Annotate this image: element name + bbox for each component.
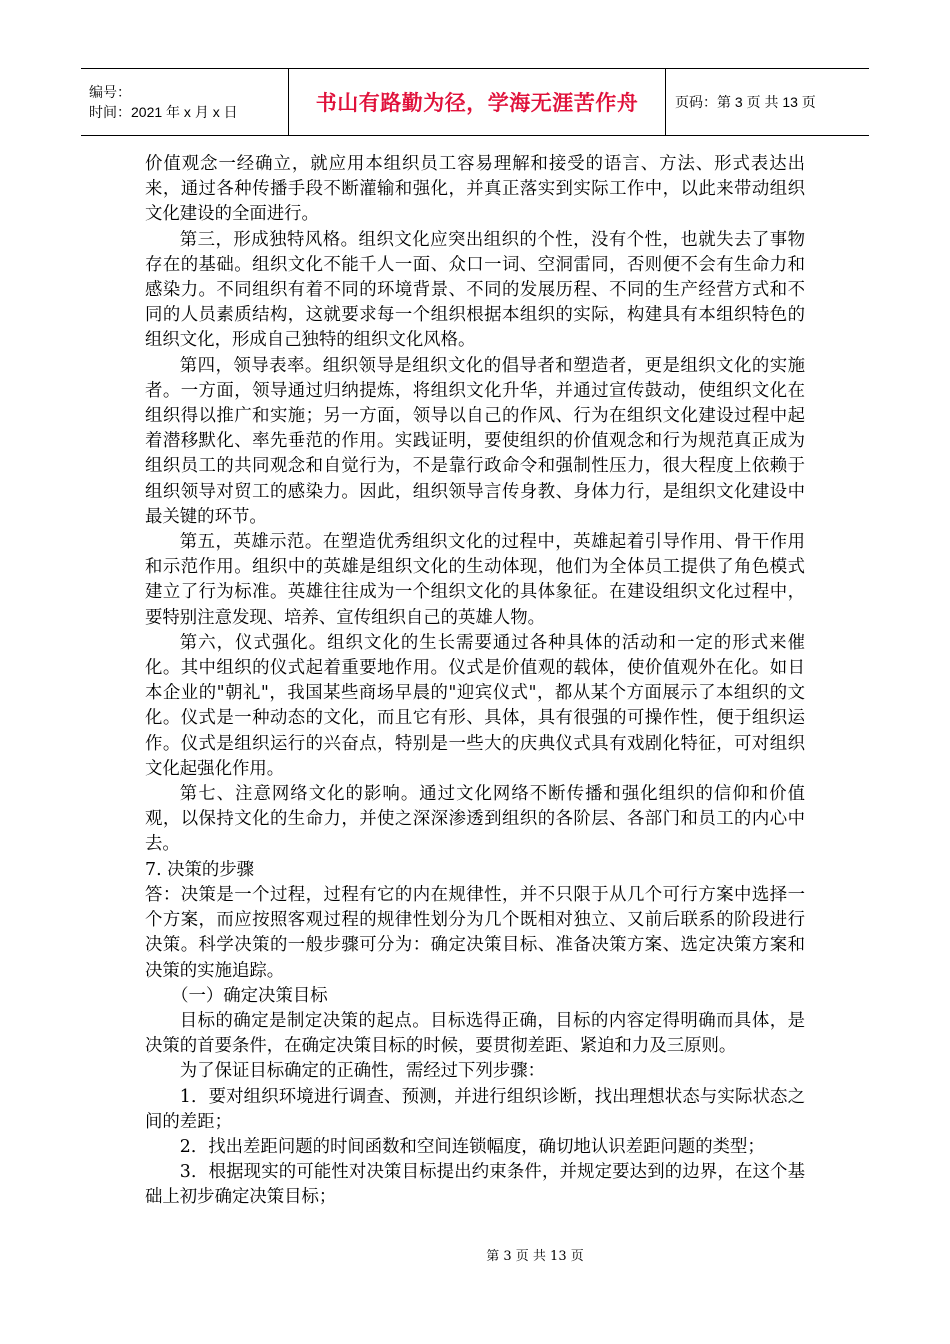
header-motto-cell (289, 69, 666, 136)
document-header (81, 68, 869, 136)
paragraph: 第三，形成独特风格。组织文化应突出组织的个性，没有个性，也就失去了事物存在的基础。组织文化不能千人一面、众口一词、空洞雷同，否则便不会有生命力和感染力。不同组织有着不同的环境背景、不同的发展历程、不同的生产经营方式和不同的人员素质结构，这就要求每一个组织根据本组织的实际，构建具有本组织特色的组织文化，形成自己独特的组织文化风格。 (145, 229, 805, 351)
subsection-heading: （一）确定决策目标 (171, 985, 328, 1006)
section-heading: 7. 决策的步骤 (145, 859, 255, 880)
document-date: 时间：2021 年 x 月 x 日 (89, 104, 238, 120)
page-footer: 第 3 页 共 13 页 (486, 1249, 584, 1264)
paragraph: 答：决策是一个过程，过程有它的内在规律性，并不只限于从几个可行方案中选择一个方案，而应按照客观过程的规律性划分为几个既相对独立、又前后联系的阶段进行决策。科学决策的一般步骤可分为：确定决策目标、准备决策方案、选定决策方案和决策的实施追踪。 (145, 884, 805, 981)
document-number-label: 编号： (89, 84, 131, 100)
paragraph: 目标的确定是制定决策的起点。目标选得正确，目标的内容定得明确而具体，是决策的首要条件，在确定决策目标的时候，要贯彻差距、紧迫和力及三原则。 (145, 1010, 805, 1057)
paragraph: 第四，领导表率。组织领导是组织文化的倡导者和塑造者，更是组织文化的实施者。一方面，领导通过归纳提炼，将组织文化升华，并通过宣传鼓动，使组织文化在组织得以推广和实施；另一方面，领导以自己的作风、行为在组织文化建设过程中起着潜移默化、率先垂范的作用。实践证明，要使组织的价值观念和行为规范真正成为组织员工的共同观念和自觉行为，不是靠行政命令和强制性压力，很大程度上依赖于组织领导对贸工的感染力。因此，组织领导言传身教、身体力行，是组织文化建设中最关键的环节。 (145, 355, 805, 527)
header-page-info: 页码：第 3 页 共 13 页 (666, 69, 870, 136)
list-item: 3．根据现实的可能性对决策目标提出约束条件，并规定要达到的边界，在这个基础上初步确定决策目标； (145, 1162, 805, 1208)
list-item: 1．要对组织环境进行调查、预测，并进行组织诊断，找出理想状态与实际状态之间的差距； (145, 1086, 805, 1132)
header-meta (81, 69, 289, 136)
paragraph: 价值观念一经确立，就应用本组织员工容易理解和接受的语言、方法、形式表达出来，通过各种传播手段不断灌输和强化，并真正落实到实际工作中，以此来带动组织文化建设的全面进行。 (145, 154, 805, 225)
header-motto: 书山有路勤为径，学海无涯苦作舟 (315, 91, 639, 115)
paragraph: 第六，仪式强化。组织文化的生长需要通过各种具体的活动和一定的形式来催化。其中组织的仪式起着重要地作用。仪式是价值观的载体，使价值观外在化。如日本企业的"朝礼"，我国某些商场早晨的"迎宾仪式"，都从某个方面展示了本组织的文化。仪式是一种动态的文化，而且它有形、具体，具有很强的可操作性，便于组织运作。仪式是组织运行的兴奋点，特别是一些大的庆典仪式具有戏剧化特征，可对组织文化起强化作用。 (145, 632, 805, 779)
list-item: 2．找出差距问题的时间函数和空间连锁幅度，确切地认识差距问题的类型； (179, 1136, 765, 1157)
document-body (145, 152, 805, 1211)
paragraph: 第七、注意网络文化的影响。通过文化网络不断传播和强化组织的信仰和价值观，以保持文化的生命力，并使之深深渗透到组织的各阶层、各部门和员工的内心中去。 (145, 784, 805, 855)
paragraph: 第五，英雄示范。在塑造优秀组织文化的过程中，英雄起着引导作用、骨干作用和示范作用。组织中的英雄是组织文化的生动体现，他们为全体员工提供了角色模式建立了行为标准。英雄往往成为一个组织文化的具体象征。在建设组织文化过程中，要特别注意发现、培养、宣传组织自己的英雄人物。 (145, 532, 805, 628)
paragraph: 为了保证目标确定的正确性，需经过下列步骤： (179, 1061, 546, 1082)
